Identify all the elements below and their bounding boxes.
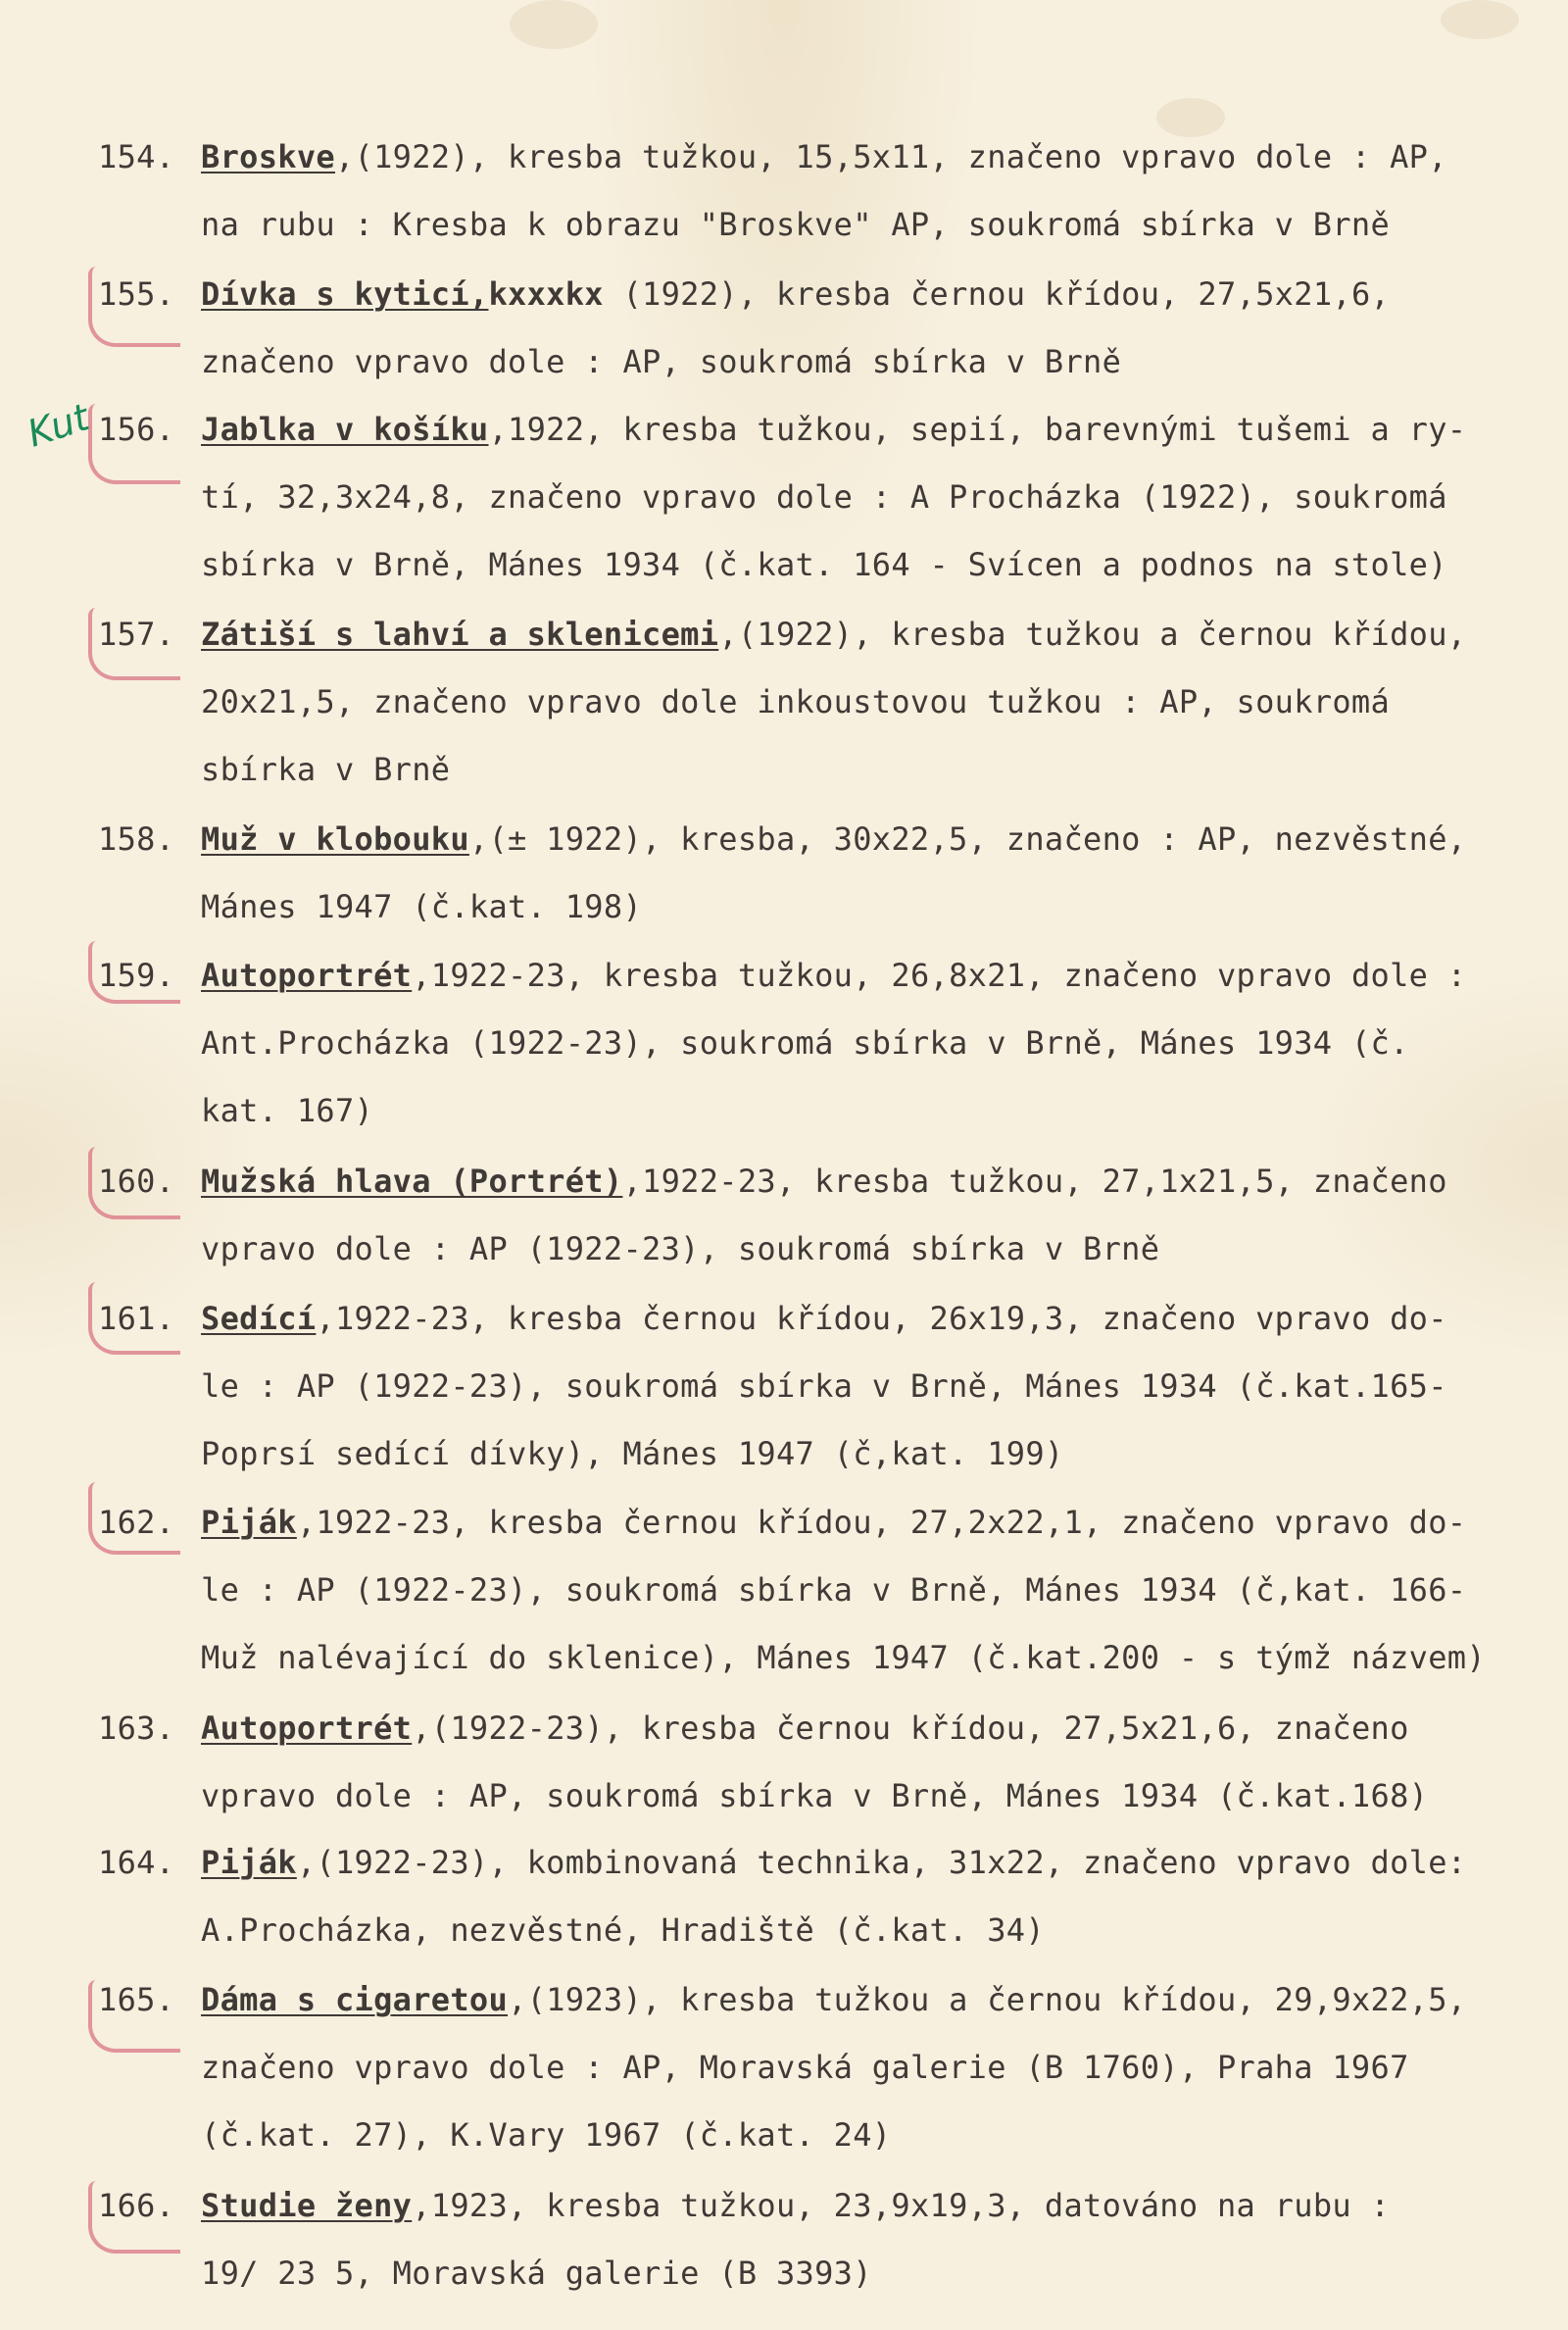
entry-first-line	[98, 1709, 1558, 1748]
entry-title: Broskve	[201, 138, 335, 175]
entry-continuation-line: vpravo dole : AP (1922-23), soukromá sbírka v Brně	[201, 1230, 1160, 1267]
entry-continuation-line: kat. 167)	[201, 1092, 374, 1129]
entry-continuation-line: le : AP (1922-23), soukromá sbírka v Brně, Mánes 1934 (č.kat.165-	[201, 1367, 1447, 1405]
entry-text: ,1922-23, kresba tužkou, 26,8x21, značeno vpravo dole :	[412, 957, 1467, 994]
entry-first-line	[98, 274, 1558, 314]
entry-text: (1922), kresba černou křídou, 27,5x21,6,	[603, 275, 1391, 313]
entry-continuation-line: 19/ 23 5, Moravská galerie (B 3393)	[201, 2255, 872, 2292]
entry-first-line	[98, 137, 1558, 176]
entry-number: 157.	[98, 616, 175, 653]
entry-text: ,(± 1922), kresba, 30x22,5, značeno : AP, nezvěstné,	[468, 820, 1467, 858]
entry-title: Sedící	[201, 1300, 317, 1337]
entry-first-line	[98, 2186, 1558, 2225]
entry-number: 159.	[98, 957, 175, 994]
entry-text: ,(1922), kresba tužkou a černou křídou,	[718, 616, 1467, 653]
entry-continuation-line: (č.kat. 27), K.Vary 1967 (č.kat. 24)	[201, 2116, 892, 2154]
entry-text: ,(1922-23), kresba černou křídou, 27,5x21,6, značeno	[412, 1710, 1409, 1747]
entry-title: Muž v klobouku	[201, 820, 469, 858]
entry-number: 156.	[98, 411, 175, 448]
entry-title: Dívka s kyticí,	[201, 275, 489, 313]
entry-number: 155.	[98, 275, 175, 313]
entry-text: ,(1923), kresba tužkou a černou křídou, 29,9x22,5,	[508, 1981, 1467, 2018]
entry-number: 161.	[98, 1300, 175, 1337]
entry-continuation-line: Muž nalévající do sklenice), Mánes 1947 (č.kat.200 - s týmž názvem)	[201, 1639, 1486, 1676]
entry-number: 165.	[98, 1981, 175, 2018]
entry-number: 160.	[98, 1163, 175, 1200]
entry-title: Autoportrét	[201, 1710, 413, 1747]
entry-title: Studie ženy	[201, 2187, 413, 2224]
entry-first-line	[98, 956, 1558, 995]
entry-first-line	[98, 1843, 1558, 1882]
entry-continuation-line: značeno vpravo dole : AP, Moravská galerie (B 1760), Praha 1967	[201, 2049, 1409, 2086]
entry-title: Mužská hlava (Portrét)	[201, 1163, 623, 1200]
entry-title: Zátiší s lahví a sklenicemi	[201, 616, 719, 653]
entry-number: 158.	[98, 820, 175, 858]
entry-text: ,1922-23, kresba tužkou, 27,1x21,5, značeno	[622, 1163, 1447, 1200]
entry-title: Dáma s cigaretou	[201, 1981, 509, 2018]
entry-continuation-line: Mánes 1947 (č.kat. 198)	[201, 888, 643, 925]
entry-text: ,(1922-23), kombinovaná technika, 31x22, značeno vpravo dole:	[296, 1844, 1467, 1881]
entry-first-line	[98, 1980, 1558, 2019]
entry-continuation-line: Poprsí sedící dívky), Mánes 1947 (č,kat. 199)	[201, 1435, 1064, 1472]
entry-title: Piják	[201, 1504, 297, 1541]
entry-continuation-line: na rubu : Kresba k obrazu "Broskve" AP, soukromá sbírka v Brně	[201, 206, 1391, 243]
entry-first-line	[98, 615, 1558, 654]
handwritten-margin-note: Kut	[22, 395, 95, 456]
entry-continuation-line: le : AP (1922-23), soukromá sbírka v Brně, Mánes 1934 (č,kat. 166-	[201, 1571, 1467, 1609]
entry-text: ,1922, kresba tužkou, sepií, barevnými tušemi a ry-	[488, 411, 1467, 448]
entry-title: Piják	[201, 1844, 297, 1881]
entry-first-line	[98, 1503, 1558, 1542]
entry-first-line	[98, 819, 1558, 859]
entry-continuation-line: 20x21,5, značeno vpravo dole inkoustovou tužkou : AP, soukromá	[201, 683, 1391, 720]
entry-number: 164.	[98, 1844, 175, 1881]
entry-text: ,1922-23, kresba černou křídou, 27,2x22,1, značeno vpravo do-	[296, 1504, 1467, 1541]
entry-first-line	[98, 410, 1558, 449]
entry-number: 154.	[98, 138, 175, 175]
entry-title: Autoportrét	[201, 957, 413, 994]
entry-continuation-line: značeno vpravo dole : AP, soukromá sbírka v Brně	[201, 343, 1122, 380]
entry-text: ,1923, kresba tužkou, 23,9x19,3, datováno na rubu :	[412, 2187, 1391, 2224]
entry-first-line	[98, 1299, 1558, 1338]
entry-continuation-line: vpravo dole : AP, soukromá sbírka v Brně, Mánes 1934 (č.kat.168)	[201, 1777, 1429, 1814]
entry-number: 166.	[98, 2187, 175, 2224]
entry-number: 162.	[98, 1504, 175, 1541]
entry-continuation-line: Ant.Procházka (1922-23), soukromá sbírka v Brně, Mánes 1934 (č.	[201, 1024, 1409, 1062]
entry-continuation-line: A.Procházka, nezvěstné, Hradiště (č.kat. 34)	[201, 1911, 1045, 1949]
entry-text: ,(1922), kresba tužkou, 15,5x11, značeno vpravo dole : AP,	[334, 138, 1447, 175]
entry-title: Jablka v košíku	[201, 411, 489, 448]
entry-continuation-line: tí, 32,3x24,8, značeno vpravo dole : A Procházka (1922), soukromá	[201, 478, 1447, 516]
entry-continuation-line: sbírka v Brně, Mánes 1934 (č.kat. 164 - Svícen a podnos na stole)	[201, 546, 1447, 583]
entry-number: 163.	[98, 1710, 175, 1747]
entry-first-line	[98, 1162, 1558, 1201]
struck-out-text: kxxxkx	[488, 275, 604, 313]
entry-text: ,1922-23, kresba černou křídou, 26x19,3, značeno vpravo do-	[316, 1300, 1447, 1337]
entry-continuation-line: sbírka v Brně	[201, 751, 451, 788]
